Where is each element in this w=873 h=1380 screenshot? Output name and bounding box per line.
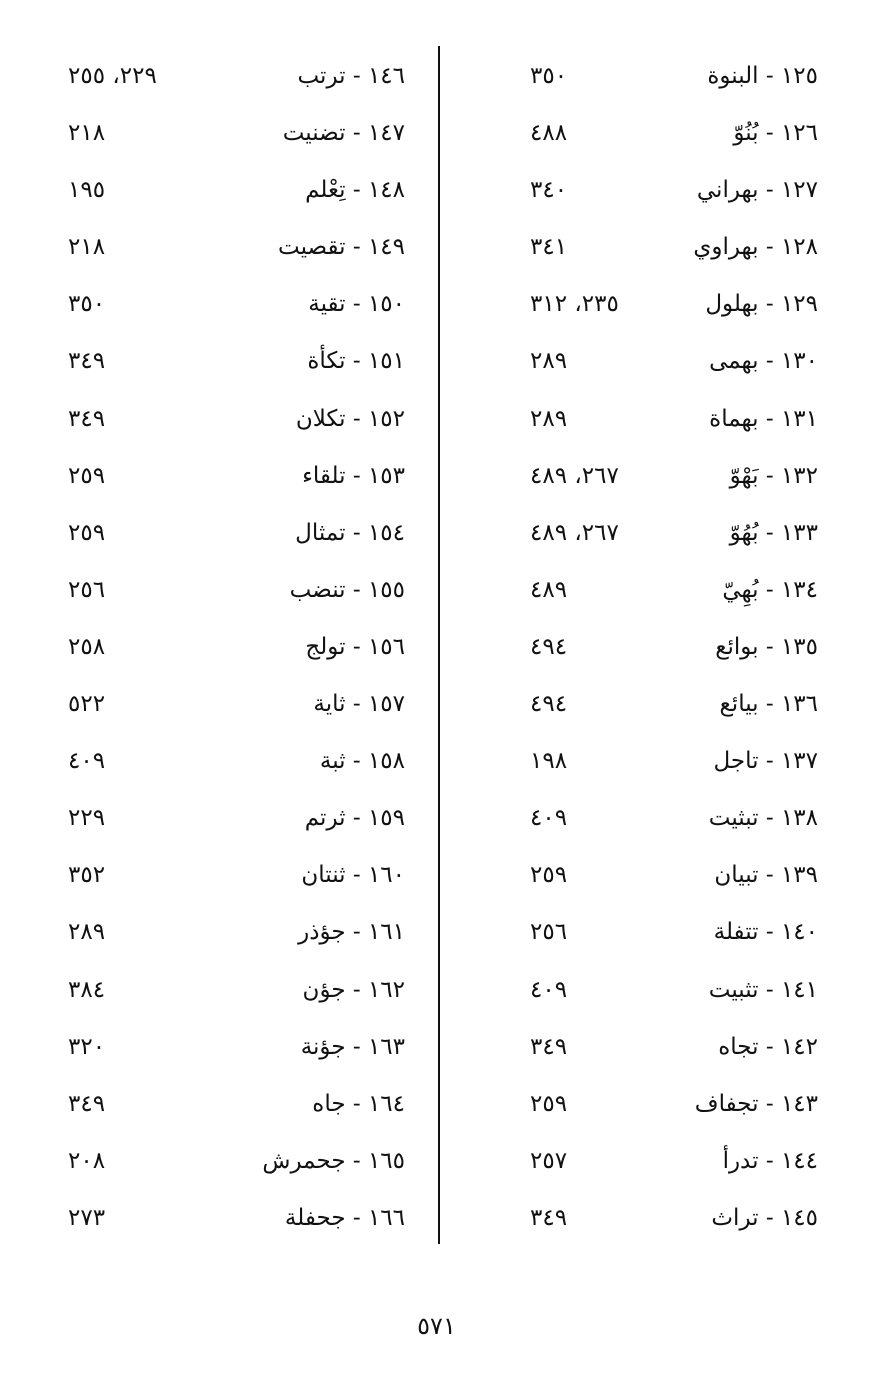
index-entry: ١٤١ - تثبيت	[708, 976, 818, 1003]
index-page-refs: ٢٨٩	[68, 919, 106, 946]
index-page-refs: ٤٨٨	[530, 120, 568, 147]
index-entry: ١٤٠ - تتفلة	[713, 919, 818, 946]
index-row	[470, 276, 830, 333]
index-row	[470, 1019, 830, 1076]
index-row	[470, 1190, 830, 1247]
column-divider	[438, 46, 440, 1244]
index-page-refs: ٣٥٠	[68, 291, 106, 318]
index-page-refs: ٤٩٤	[530, 691, 568, 718]
index-row	[470, 1076, 830, 1133]
index-entry: ١٣٣ - بُهُوّ	[729, 519, 818, 546]
index-row	[470, 48, 830, 105]
index-page-refs: ٣٥٠	[530, 63, 568, 89]
index-entry: ١٣١ - بهماة	[709, 405, 818, 432]
index-page-refs: ٢٢٩	[68, 805, 106, 832]
index-row	[60, 48, 415, 105]
index-page-refs: ٤٨٩	[530, 576, 568, 603]
index-entry: ١٣٦ - بيائع	[719, 691, 818, 718]
index-page-refs: ٣٤٩	[68, 348, 106, 375]
index-page-refs: ٢٣٥، ٣١٢	[530, 291, 619, 318]
index-row	[470, 847, 830, 904]
index-entry: ١٦٢ - جؤن	[302, 976, 405, 1003]
index-page-refs: ٢٨٩	[530, 348, 568, 375]
index-page-refs: ٢٢٩، ٢٥٥	[68, 63, 157, 89]
index-row	[60, 790, 415, 847]
index-entry: ١٦٥ - جحمرش	[262, 1147, 405, 1174]
index-row	[60, 162, 415, 219]
index-page-refs: ٢٠٨	[68, 1147, 106, 1174]
index-row	[60, 1019, 415, 1076]
index-row	[470, 162, 830, 219]
index-row	[470, 790, 830, 847]
index-row	[60, 448, 415, 505]
index-page-refs: ٢٨٩	[530, 405, 568, 432]
index-entry: ١٣٩ - تبيان	[714, 862, 818, 889]
index-page-refs: ٢٥٦	[68, 576, 106, 603]
index-entry: ١٢٨ - بهراوي	[693, 234, 818, 261]
index-entry: ١٣٠ - بهمى	[709, 348, 818, 375]
index-page-refs: ٢٥٧	[530, 1147, 568, 1174]
index-row	[470, 333, 830, 390]
index-entry: ١٥٥ - تنضب	[289, 576, 405, 603]
index-row	[470, 1133, 830, 1190]
index-row	[60, 276, 415, 333]
index-entry: ١٤٥ - تراث	[711, 1204, 818, 1231]
index-page-refs: ٣٤٩	[68, 1090, 106, 1117]
index-row	[60, 219, 415, 276]
index-page-refs: ٣٤٠	[530, 177, 568, 204]
index-row	[60, 904, 415, 961]
index-entry: ١٤٦ - ترتب	[297, 63, 405, 89]
index-entry: ١٦٠ - ثنتان	[301, 862, 405, 889]
index-page-refs: ٤٠٩	[530, 805, 568, 832]
index-row	[60, 562, 415, 619]
index-page-refs: ٢٥٨	[68, 633, 106, 660]
index-entry: ١٥٢ - تكلان	[295, 405, 405, 432]
index-entry: ١٥٤ - تمثال	[295, 519, 405, 546]
index-row	[470, 676, 830, 733]
index-page-refs: ٢٦٧، ٤٨٩	[530, 462, 619, 489]
index-row	[470, 733, 830, 790]
index-entry: ١٥٦ - تولج	[305, 633, 405, 660]
index-entry: ١٣٥ - بوائع	[715, 633, 818, 660]
index-row	[470, 391, 830, 448]
index-entry: ١٤٨ - تِعْلم	[305, 177, 405, 204]
right-index-column	[470, 48, 830, 1248]
index-entry: ١٢٥ - البنوة	[707, 63, 818, 89]
index-row	[470, 505, 830, 562]
page-number: ٥٧١	[417, 1312, 456, 1340]
left-index-column	[60, 48, 415, 1248]
index-page-refs: ٢٦٧، ٤٨٩	[530, 519, 619, 546]
index-entry: ١٤٤ - تدرأ	[722, 1147, 818, 1174]
index-entry: ١٥٣ - تلقاء	[302, 462, 405, 489]
index-row	[470, 904, 830, 961]
index-row	[470, 619, 830, 676]
index-entry: ١٤٧ - تضنيت	[282, 120, 405, 147]
index-entry: ١٣٢ - بَهْوّ	[729, 462, 818, 489]
index-page-refs: ٣٤٩	[530, 1204, 568, 1231]
index-page-refs: ٣٤٩	[68, 405, 106, 432]
index-row	[60, 962, 415, 1019]
index-entry: ١٤٩ - تقصيت	[278, 234, 405, 261]
index-entry: ١٥٠ - تقية	[308, 291, 405, 318]
index-page-refs: ٤٠٩	[68, 748, 106, 775]
index-row	[60, 1190, 415, 1247]
index-page-refs: ٤٩٤	[530, 633, 568, 660]
index-page-refs: ١٩٨	[530, 748, 568, 775]
index-page-refs: ٢١٨	[68, 120, 106, 147]
index-row	[470, 219, 830, 276]
index-page-refs: ٣٥٢	[68, 862, 106, 889]
index-entry: ١٣٧ - تاجل	[713, 748, 818, 775]
index-page-refs: ١٩٥	[68, 177, 106, 204]
index-page-refs: ٣٤١	[530, 234, 568, 261]
index-row	[60, 676, 415, 733]
index-entry: ١٦٣ - جؤنة	[300, 1033, 405, 1060]
index-row	[60, 505, 415, 562]
index-row	[470, 105, 830, 162]
index-row	[60, 105, 415, 162]
index-row	[470, 562, 830, 619]
index-entry: ١٥٧ - ثاية	[313, 691, 405, 718]
index-row	[60, 847, 415, 904]
index-entry: ١٢٧ - بهراني	[696, 177, 818, 204]
index-page-refs: ٣٤٩	[530, 1033, 568, 1060]
index-row	[60, 619, 415, 676]
index-entry: ١٤٣ - تجفاف	[694, 1090, 818, 1117]
index-page-refs: ٢٧٣	[68, 1204, 106, 1231]
index-row	[60, 391, 415, 448]
index-row	[60, 1076, 415, 1133]
index-row	[470, 962, 830, 1019]
index-page-refs: ٣٢٠	[68, 1033, 106, 1060]
index-entry: ١٣٨ - تبثيت	[708, 805, 818, 832]
index-entry: ١٦٤ - جاه	[312, 1090, 405, 1117]
index-page-refs: ٢١٨	[68, 234, 106, 261]
index-page-refs: ٢٥٩	[68, 519, 106, 546]
index-entry: ١٥١ - تكأة	[307, 348, 405, 375]
index-entry: ١٥٩ - ثرتم	[304, 805, 405, 832]
index-page-refs: ٢٥٩	[68, 462, 106, 489]
index-entry: ١٢٩ - بهلول	[705, 291, 818, 318]
index-row	[60, 333, 415, 390]
index-entry: ١٦٦ - جحفلة	[284, 1204, 405, 1231]
index-page-refs: ٢٥٩	[530, 1090, 568, 1117]
index-entry: ١٢٦ - بُنُوّ	[733, 120, 818, 147]
index-entry: ١٣٤ - بُهِيّ	[722, 576, 818, 603]
index-row	[60, 1133, 415, 1190]
index-page-refs: ٤٠٩	[530, 976, 568, 1003]
index-entry: ١٤٢ - تجاه	[718, 1033, 818, 1060]
index-entry: ١٦١ - جؤذر	[298, 919, 405, 946]
index-entry: ١٥٨ - ثبة	[319, 748, 405, 775]
index-page-refs: ٥٢٢	[68, 691, 106, 718]
index-row	[470, 448, 830, 505]
index-page-refs: ٢٥٩	[530, 862, 568, 889]
index-row	[60, 733, 415, 790]
index-page-refs: ٢٥٦	[530, 919, 568, 946]
index-page-refs: ٣٨٤	[68, 976, 106, 1003]
